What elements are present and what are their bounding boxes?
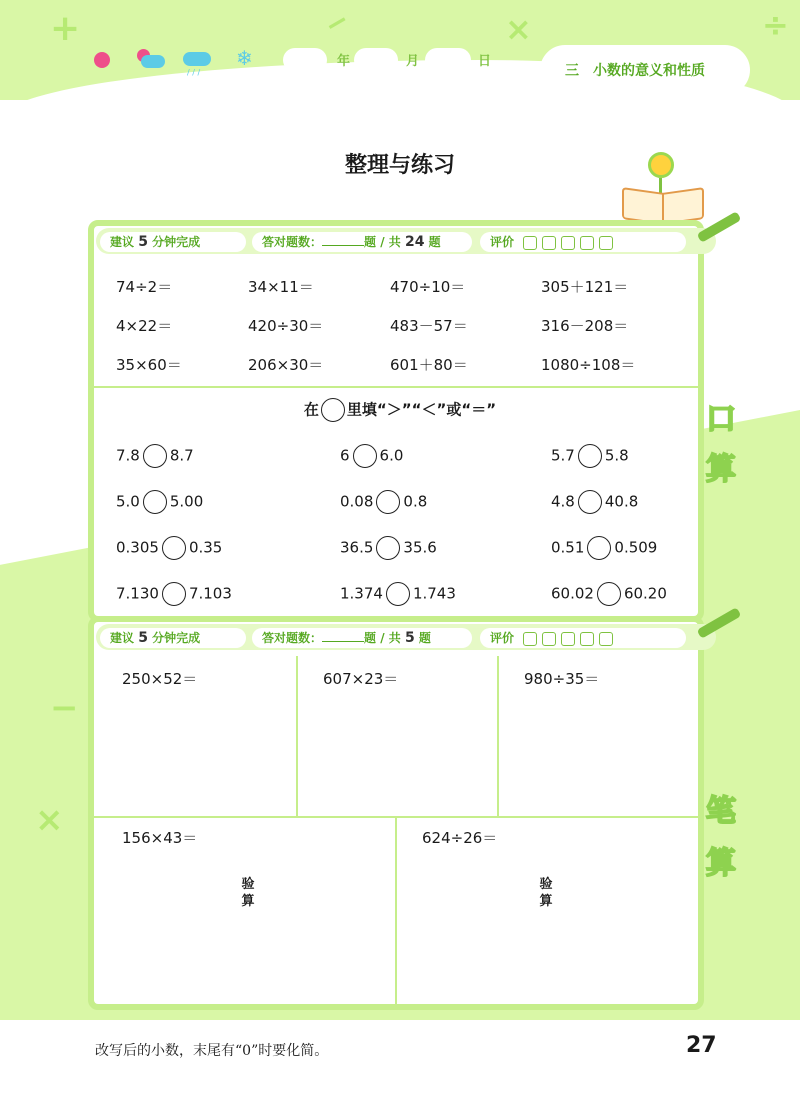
- plus-decoration-icon: +: [50, 8, 81, 49]
- suggest-time-pill: [100, 628, 246, 648]
- compare-circle[interactable]: [143, 444, 167, 468]
- score-suffix: 题: [418, 631, 431, 645]
- rating-label: 评价: [490, 631, 515, 645]
- problem: 483－57＝: [390, 317, 468, 335]
- divider: [497, 656, 499, 816]
- problem: 601＋80＝: [390, 356, 468, 374]
- book-flower-icon: [620, 150, 710, 225]
- check-label-char: 验: [241, 877, 255, 892]
- day-field[interactable]: [425, 48, 471, 72]
- divider: [296, 656, 298, 816]
- compare-item: 0.305 0.35: [116, 536, 222, 560]
- section2-info-bar: [96, 624, 716, 650]
- suggest-prefix: 建议: [110, 235, 135, 249]
- year-label: 年: [337, 54, 351, 69]
- suggest-prefix: 建议: [110, 631, 135, 645]
- score-prefix: 答对题数：: [262, 631, 323, 645]
- compare-item: 5.0 5.00: [116, 490, 203, 514]
- suggest-suffix: 分钟完成: [152, 631, 201, 645]
- day-label: 日: [478, 54, 492, 69]
- compare-item: 0.08 0.8: [340, 490, 427, 514]
- compare-item: 4.8 40.8: [551, 490, 638, 514]
- circle-blank-icon: [321, 398, 345, 422]
- check-label-char: 算: [539, 894, 553, 909]
- problem: 35×60＝: [116, 356, 182, 374]
- problem: 74÷2＝: [116, 278, 173, 296]
- score-suffix: 题: [428, 235, 441, 249]
- suggest-minutes: 5: [138, 234, 148, 250]
- check-label-char: 验: [539, 877, 553, 892]
- compare-instruction: [0, 398, 800, 422]
- compare-item: 60.02 60.20: [551, 582, 667, 606]
- thumbs-up-icon[interactable]: [599, 632, 613, 646]
- compare-circle[interactable]: [386, 582, 410, 606]
- suggest-time-pill: [100, 232, 246, 252]
- compare-circle[interactable]: [162, 582, 186, 606]
- minus-decoration-icon: −: [50, 688, 79, 728]
- compare-item: 7.8 8.7: [116, 444, 194, 468]
- compare-circle[interactable]: [376, 490, 400, 514]
- rating-pill: [480, 628, 686, 648]
- problem: 624÷26＝: [422, 829, 498, 847]
- compare-circle[interactable]: [578, 490, 602, 514]
- month-label: 月: [406, 54, 420, 69]
- score-blank[interactable]: [322, 245, 364, 246]
- score-mid: 题 / 共: [364, 631, 401, 645]
- snow-icon[interactable]: ❄: [236, 46, 253, 70]
- side-word-suan: 算: [706, 846, 736, 881]
- side-word-kou: 口: [706, 402, 736, 437]
- problem: 250×52＝: [122, 670, 198, 688]
- cloudy-icon[interactable]: [137, 49, 165, 71]
- unit-label: 三 小数的意义和性质: [565, 63, 705, 79]
- problem: 607×23＝: [323, 670, 399, 688]
- problem: 305＋121＝: [541, 278, 629, 296]
- minus-decoration-icon: −: [318, 2, 356, 43]
- problem: 34×11＝: [248, 278, 314, 296]
- score-blank[interactable]: [322, 641, 364, 642]
- score-prefix: 答对题数：: [262, 235, 323, 249]
- compare-item: 5.7 5.8: [551, 444, 629, 468]
- suggest-minutes: 5: [138, 630, 148, 646]
- times-decoration-icon: ×: [35, 800, 64, 840]
- problem: 316－208＝: [541, 317, 629, 335]
- problem: 980÷35＝: [524, 670, 600, 688]
- thumbs-up-icon[interactable]: [542, 236, 556, 250]
- suggest-suffix: 分钟完成: [152, 235, 201, 249]
- thumbs-up-icon[interactable]: [599, 236, 613, 250]
- score-pill: [252, 232, 472, 252]
- check-label-char: 算: [241, 894, 255, 909]
- thumbs-up-icon[interactable]: [542, 632, 556, 646]
- score-mid: 题 / 共: [364, 235, 401, 249]
- check-label: [240, 876, 256, 910]
- compare-item: 1.374 1.743: [340, 582, 456, 606]
- compare-item: 0.51 0.509: [551, 536, 657, 560]
- rating-label: 评价: [490, 235, 515, 249]
- thumbs-up-icon[interactable]: [580, 632, 594, 646]
- thumbs-up-icon[interactable]: [561, 632, 575, 646]
- compare-circle[interactable]: [376, 536, 400, 560]
- divider: [395, 816, 397, 1004]
- thumbs-up-icon[interactable]: [561, 236, 575, 250]
- compare-item: 6 6.0: [340, 444, 403, 468]
- compare-circle[interactable]: [587, 536, 611, 560]
- compare-circle[interactable]: [143, 490, 167, 514]
- compare-circle[interactable]: [353, 444, 377, 468]
- rain-icon[interactable]: / / /: [183, 52, 213, 76]
- compare-title-pre: 在: [303, 400, 319, 419]
- page-title: 整理与练习: [344, 153, 455, 178]
- problem: 206×30＝: [248, 356, 324, 374]
- problem: 156×43＝: [122, 829, 198, 847]
- compare-circle[interactable]: [578, 444, 602, 468]
- sun-icon[interactable]: [94, 52, 110, 68]
- thumbs-up-icon[interactable]: [523, 632, 537, 646]
- score-pill: [252, 628, 472, 648]
- divide-decoration-icon: ÷: [762, 6, 789, 44]
- thumbs-up-icon[interactable]: [580, 236, 594, 250]
- compare-item: 7.130 7.103: [116, 582, 232, 606]
- page-number: 27: [686, 1033, 717, 1058]
- problem: 470÷10＝: [390, 278, 466, 296]
- divider: [94, 386, 698, 388]
- score-total: 24: [404, 234, 425, 250]
- check-label: [538, 876, 554, 910]
- section1-info-bar: [96, 228, 716, 254]
- footer-tip: 改写后的小数，末尾有“0”时要化简。: [95, 1043, 329, 1059]
- compare-circle[interactable]: [597, 582, 621, 606]
- rating-pill: [480, 232, 686, 252]
- year-field[interactable]: [283, 48, 327, 72]
- side-word-suan: 算: [706, 452, 736, 487]
- month-field[interactable]: [354, 48, 398, 72]
- times-decoration-icon: ×: [505, 10, 532, 48]
- problem: 1080÷108＝: [541, 356, 636, 374]
- compare-item: 36.5 35.6: [340, 536, 437, 560]
- footer-area: [0, 1020, 800, 1114]
- problem: 420÷30＝: [248, 317, 324, 335]
- thumbs-up-icon[interactable]: [523, 236, 537, 250]
- compare-circle[interactable]: [162, 536, 186, 560]
- side-word-bi: 笔: [706, 794, 736, 829]
- compare-title-post: 里填“＞”“＜”或“＝”: [346, 400, 497, 419]
- problem: 4×22＝: [116, 317, 173, 335]
- score-total: 5: [404, 630, 415, 646]
